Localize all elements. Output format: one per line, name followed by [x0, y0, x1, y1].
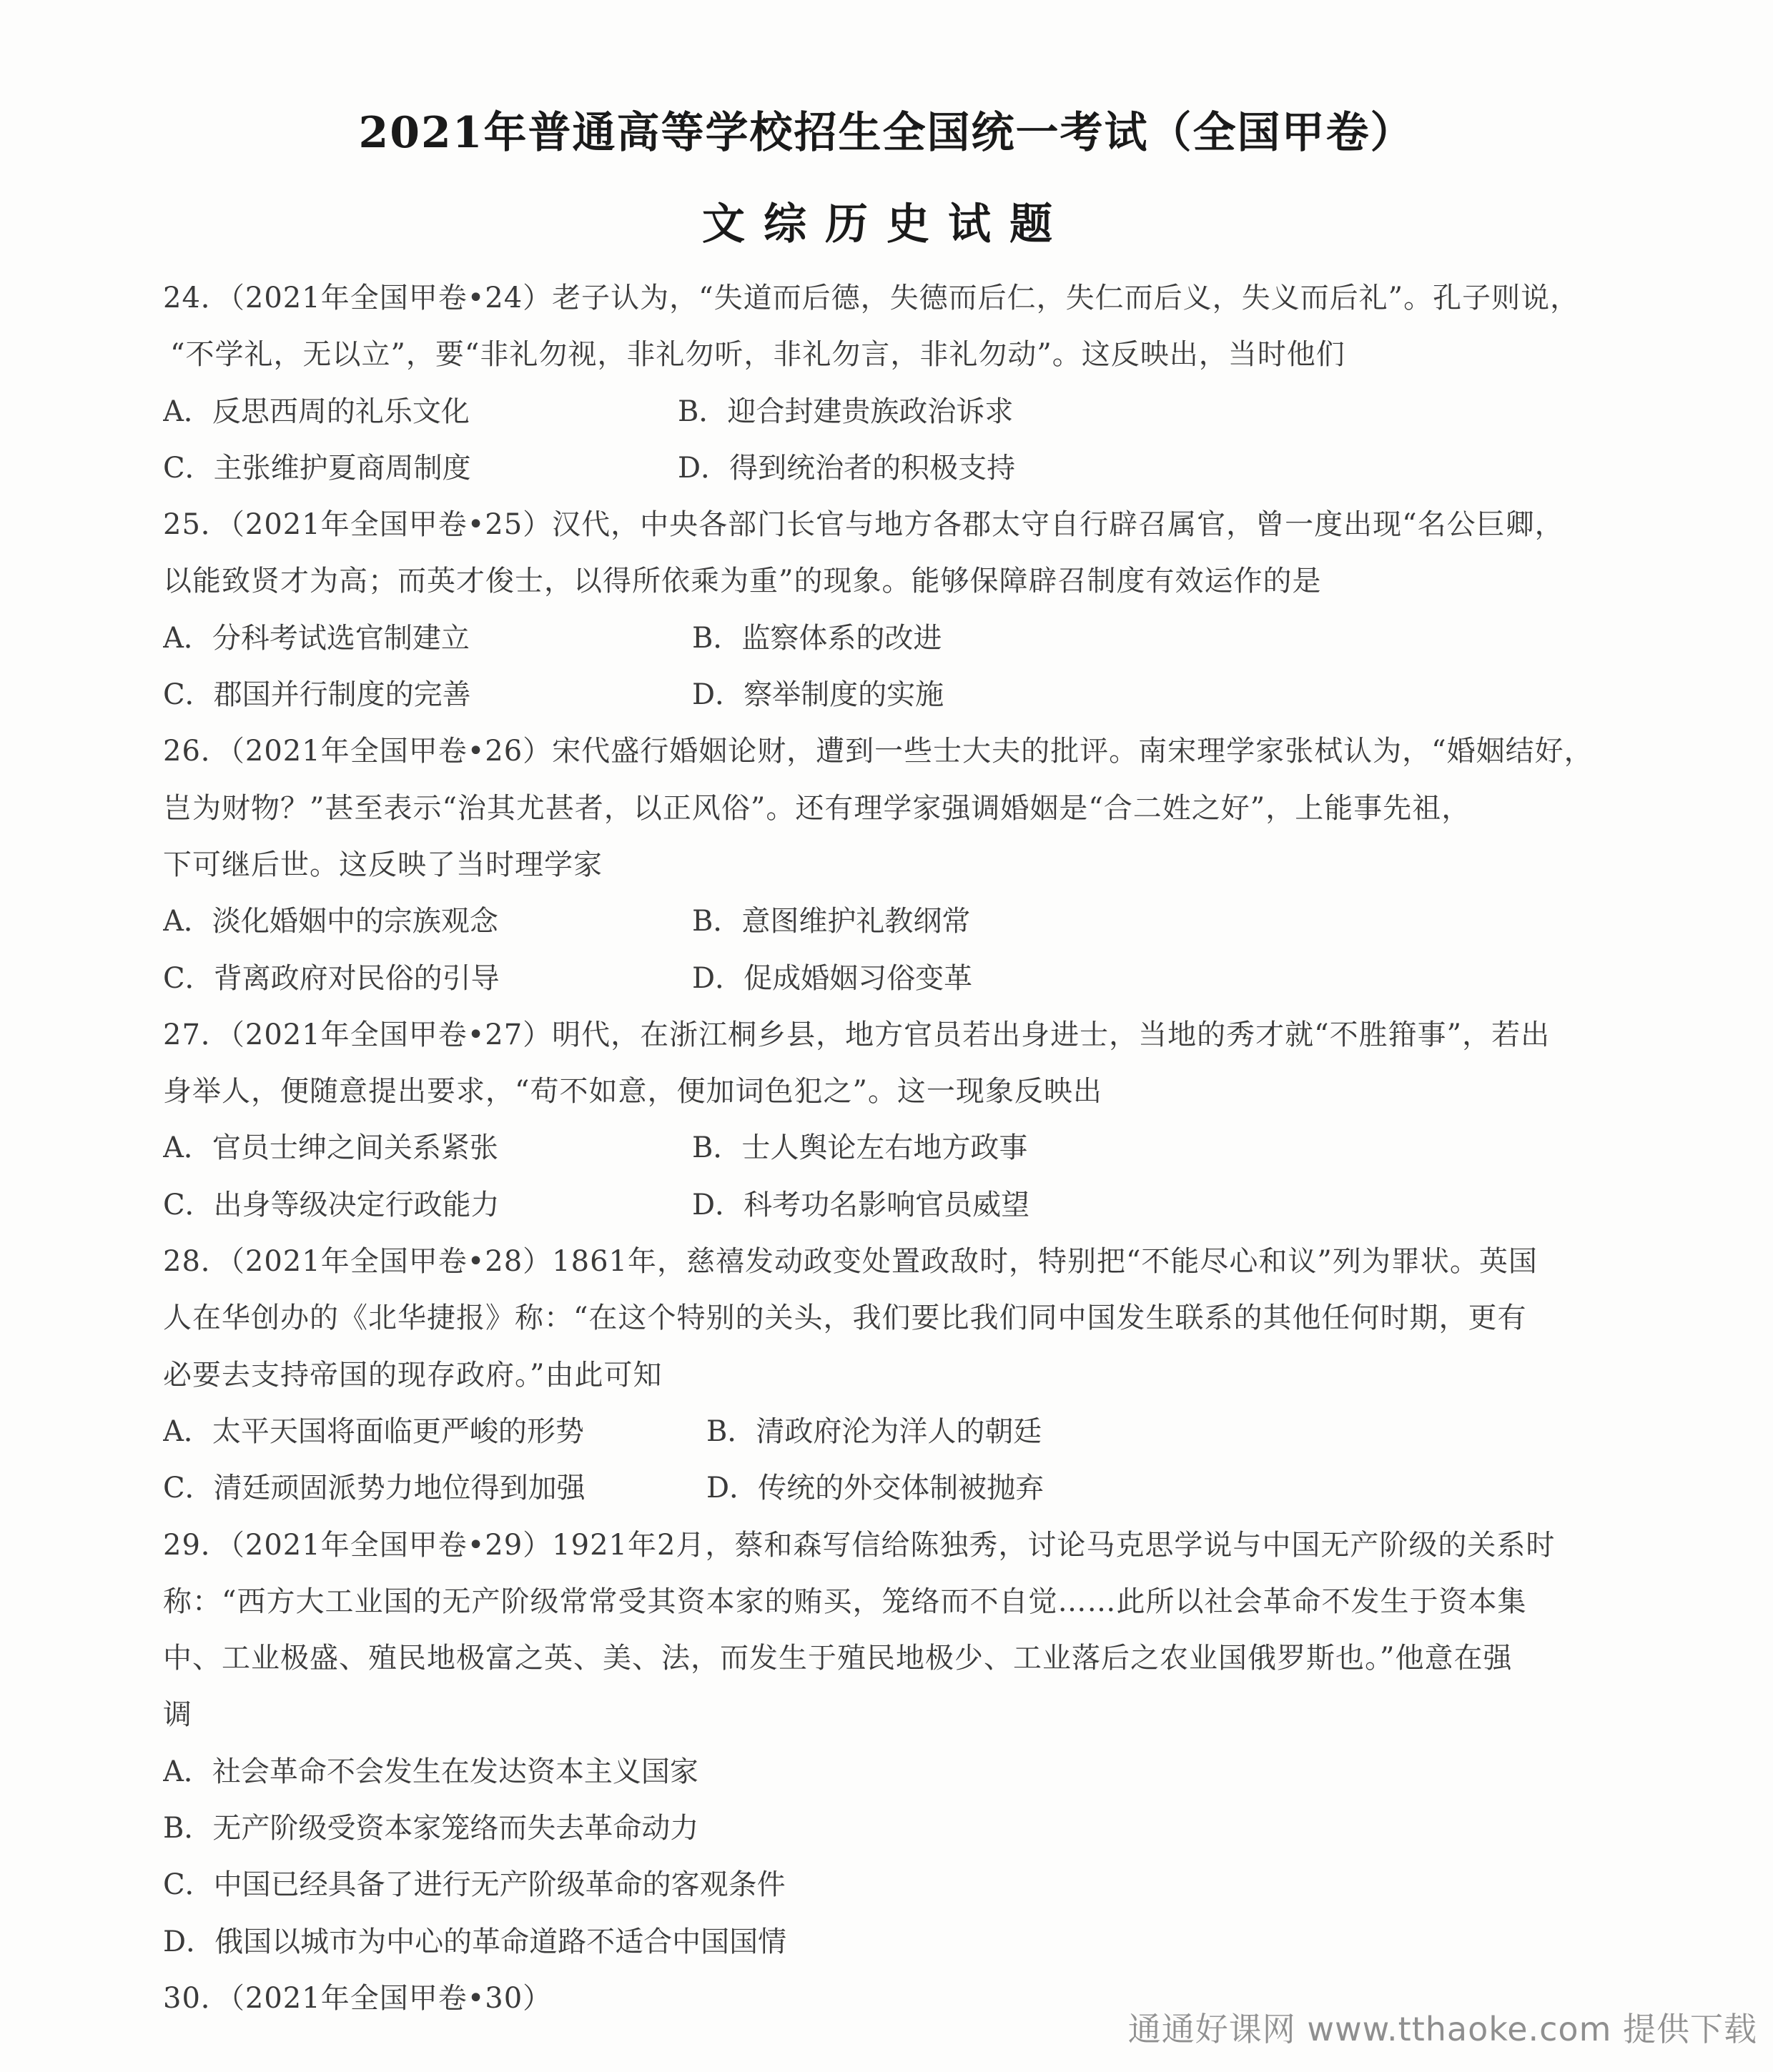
option-a: A．反思西周的礼乐文化 — [163, 395, 470, 428]
option-b: B．士人舆论左右地方政事 — [692, 1131, 1028, 1165]
option-row — [163, 1460, 1614, 1517]
exam-subtitle: 文综历史试题 — [702, 199, 1071, 249]
question-stem-line: 以能致贤才为高；而英才俊士，以得所依乘为重”的现象。能够保障辟召制度有效运作的是 — [163, 565, 1322, 598]
option-row — [163, 1177, 1614, 1234]
question-stem-line: 身举人，便随意提出要求，“苟不如意，便加词色犯之”。这一现象反映出 — [163, 1075, 1102, 1109]
option-row — [163, 440, 1614, 497]
option-a: A．官员士绅之间关系紧张 — [163, 1131, 498, 1165]
option-c: C．清廷顽固派势力地位得到加强 — [163, 1472, 586, 1505]
option-a: A．太平天国将面临更严峻的形势 — [163, 1414, 584, 1448]
option-c: C．郡国并行制度的完善 — [163, 678, 471, 712]
question-stem-line: 24．（2021年全国甲卷•24）老子认为，“失道而后德，失德而后仁，失仁而后义，失义而后礼”。孔子则说， — [163, 282, 1580, 314]
question-stem-line: 调 — [163, 1698, 192, 1732]
option-b: B．迎合封建贵族政治诉求 — [678, 395, 1014, 428]
option-d: D．科考功名影响官员威望 — [692, 1188, 1030, 1221]
option-row — [163, 610, 1614, 667]
option-d: D．得到统治者的积极支持 — [678, 451, 1016, 485]
question-stem-line: 25．（2021年全国甲卷•25）汉代，中央各部门长官与地方各郡太守自行辟召属官，曾一度出现“名公巨卿， — [163, 508, 1564, 542]
question-27 — [163, 1007, 1614, 1234]
question-stem-line: 人在华创办的《北华捷报》称：“在这个特别的关头，我们要比我们同中国发生联系的其他任何时期，更有 — [163, 1302, 1527, 1335]
question-stem-line: 30．（2021年全国甲卷•30） — [163, 1981, 553, 2015]
option-b: B．监察体系的改进 — [692, 621, 942, 655]
question-25 — [163, 497, 1614, 723]
option-a: A．淡化婚姻中的宗族观念 — [163, 905, 498, 938]
option-row — [163, 951, 1614, 1007]
question-stem-line: 下可继后世。这反映了当时理学家 — [163, 848, 603, 881]
option-c: C．中国已经具备了进行无产阶级革命的客观条件 — [163, 1868, 786, 1902]
question-26 — [163, 723, 1614, 1006]
question-list — [163, 270, 1614, 2027]
question-stem-line: 29．（2021年全国甲卷•29）1921年2月，蔡和森写信给陈独秀，讨论马克思学说与中国无产阶级的关系时 — [163, 1528, 1556, 1562]
option-d: D．传统的外交体制被抛弃 — [706, 1472, 1044, 1505]
option-b: B．清政府沦为洋人的朝廷 — [706, 1414, 1042, 1448]
option-row — [163, 893, 1614, 950]
download-watermark: 通通好课网 www.tthaoke.com 提供下载 — [1127, 2010, 1757, 2048]
question-stem-line: 称：“西方大工业国的无产阶级常常受其资本家的贿买，笼络而不自觉……此所以社会革命不发生于资本集 — [163, 1585, 1527, 1618]
option-c: C．主张维护夏商周制度 — [163, 451, 471, 485]
question-stem-line: 26．（2021年全国甲卷•26）宋代盛行婚姻论财，遭到一些士大夫的批评。南宋理学家张栻认为，“婚姻结好， — [163, 735, 1594, 768]
question-stem-line: 岂为财物？”甚至表示“治其尤甚者，以正风俗”。还有理学家强调婚姻是“合二姓之好”，上能事先祖， — [163, 791, 1471, 825]
option-row — [163, 1120, 1614, 1176]
option-c: C．出身等级决定行政能力 — [163, 1188, 500, 1221]
option-b: B．意图维护礼教纲常 — [692, 905, 971, 938]
question-24 — [163, 270, 1614, 497]
question-stem-line: 28．（2021年全国甲卷•28）1861年，慈禧发动政变处置政敌时，特别把“不能尽心和议”列为罪状。英国 — [163, 1245, 1538, 1279]
option-c: C．背离政府对民俗的引导 — [163, 961, 500, 995]
option-row — [163, 667, 1614, 723]
option-d: D．促成婚姻习俗变革 — [692, 961, 973, 995]
question-stem-line: 中、工业极盛、殖民地极富之英、美、法，而发生于殖民地极少、工业落后之农业国俄罗斯也。”他意在强 — [163, 1642, 1513, 1675]
exam-title: 2021年普通高等学校招生全国统一考试（全国甲卷） — [358, 108, 1415, 158]
option-row — [163, 1404, 1614, 1460]
option-d: D．俄国以城市为中心的革命道路不适合中国国情 — [163, 1925, 787, 1958]
question-29 — [163, 1517, 1614, 1971]
question-stem-line: 27．（2021年全国甲卷•27）明代，在浙江桐乡县，地方官员若出身进士，当地的秀才就“不胜箝事”，若出 — [163, 1018, 1551, 1051]
option-d: D．察举制度的实施 — [692, 678, 944, 712]
question-28 — [163, 1234, 1614, 1517]
option-b: B．无产阶级受资本家笼络而失去革命动力 — [163, 1812, 699, 1845]
question-stem-line: “不学礼，无以立”，要“非礼勿视，非礼勿听，非礼勿言，非礼勿动”。这反映出，当时他们 — [170, 338, 1345, 372]
question-stem-line: 必要去支持帝国的现存政府。”由此可知 — [163, 1358, 663, 1392]
option-a: A．社会革命不会发生在发达资本主义国家 — [163, 1755, 698, 1788]
option-a: A．分科考试选官制建立 — [163, 621, 470, 655]
option-row — [163, 384, 1614, 440]
